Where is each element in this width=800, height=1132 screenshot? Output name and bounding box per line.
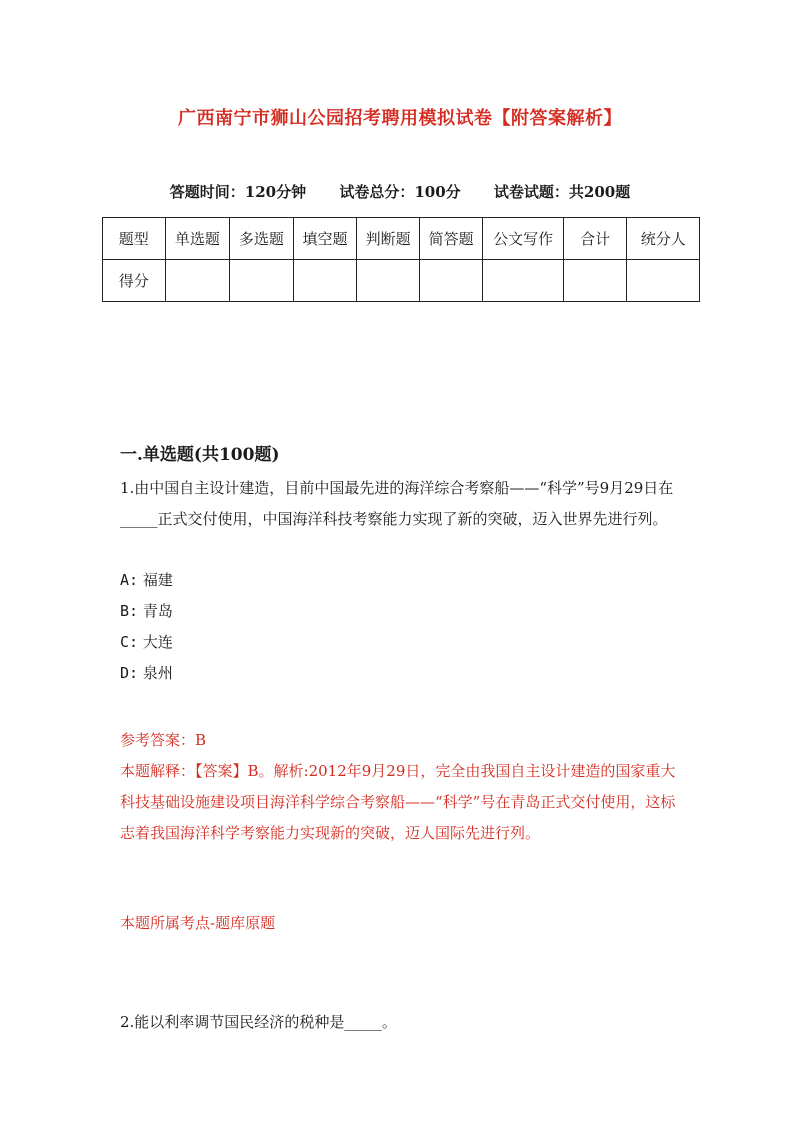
- score-cell: [483, 260, 563, 302]
- header-cell: 题型: [103, 218, 166, 260]
- option-letter: D:: [120, 664, 139, 682]
- exam-meta: [0, 181, 800, 202]
- option-b: [120, 596, 173, 627]
- header-cell: 多选题: [230, 218, 294, 260]
- option-text: 青岛: [142, 602, 173, 620]
- header-cell: 公文写作: [483, 218, 563, 260]
- question-1-answer: 参考答案：B: [120, 731, 207, 749]
- header-cell: 统分人: [627, 218, 700, 260]
- option-letter: A:: [120, 571, 139, 589]
- section-title: 一.单选题(共100题): [120, 445, 280, 465]
- score-row-label: 得分: [103, 260, 166, 302]
- header-cell: 单选题: [165, 218, 230, 260]
- option-a: [120, 565, 173, 596]
- option-d: [120, 658, 173, 689]
- score-cell: [419, 260, 483, 302]
- score-cell: [230, 260, 294, 302]
- option-text: 大连: [142, 633, 173, 651]
- question-1-topic: 本题所属考点-题库原题: [120, 914, 276, 932]
- score-table: [102, 217, 700, 302]
- question-1-explanation: 本题解释：【答案】B。解析:2012年9月29日，完全由我国自主设计建造的国家重大科技基础设施建设项目海洋科学综合考察船——“科学”号在青岛正式交付使用，这标志着我国海洋科学考察能力实现新的突破，迈人国际先进行列。: [120, 762, 676, 842]
- header-cell: 判断题: [357, 218, 420, 260]
- header-cell: 填空题: [293, 218, 357, 260]
- exam-time: 答题时间：120分钟: [169, 183, 307, 201]
- exam-question-count: 试卷试题：共200题: [493, 183, 631, 201]
- option-letter: B:: [120, 602, 139, 620]
- question-2-stem: 2.能以利率调节国民经济的税种是_____。: [120, 1013, 397, 1031]
- question-1-stem: 1.由中国自主设计建造，目前中国最先进的海洋综合考察船——“科学”号9月29日在_____正式交付使用，中国海洋科技考察能力实现了新的突破，迈入世界先进行列。: [120, 479, 674, 528]
- header-cell: 合计: [563, 218, 627, 260]
- score-cell: [293, 260, 357, 302]
- option-letter: C:: [120, 633, 139, 651]
- score-cell: [357, 260, 420, 302]
- score-cell: [627, 260, 700, 302]
- score-table-score-row: [103, 260, 700, 302]
- score-table-header-row: [103, 218, 700, 260]
- score-cell: [563, 260, 627, 302]
- document-title: 广西南宁市狮山公园招考聘用模拟试卷【附答案解析】: [178, 108, 622, 129]
- question-1-options: [120, 565, 173, 689]
- score-cell: [165, 260, 230, 302]
- option-text: 福建: [142, 571, 173, 589]
- option-text: 泉州: [142, 664, 173, 682]
- option-c: [120, 627, 173, 658]
- exam-total-score: 试卷总分：100分: [339, 183, 461, 201]
- header-cell: 简答题: [419, 218, 483, 260]
